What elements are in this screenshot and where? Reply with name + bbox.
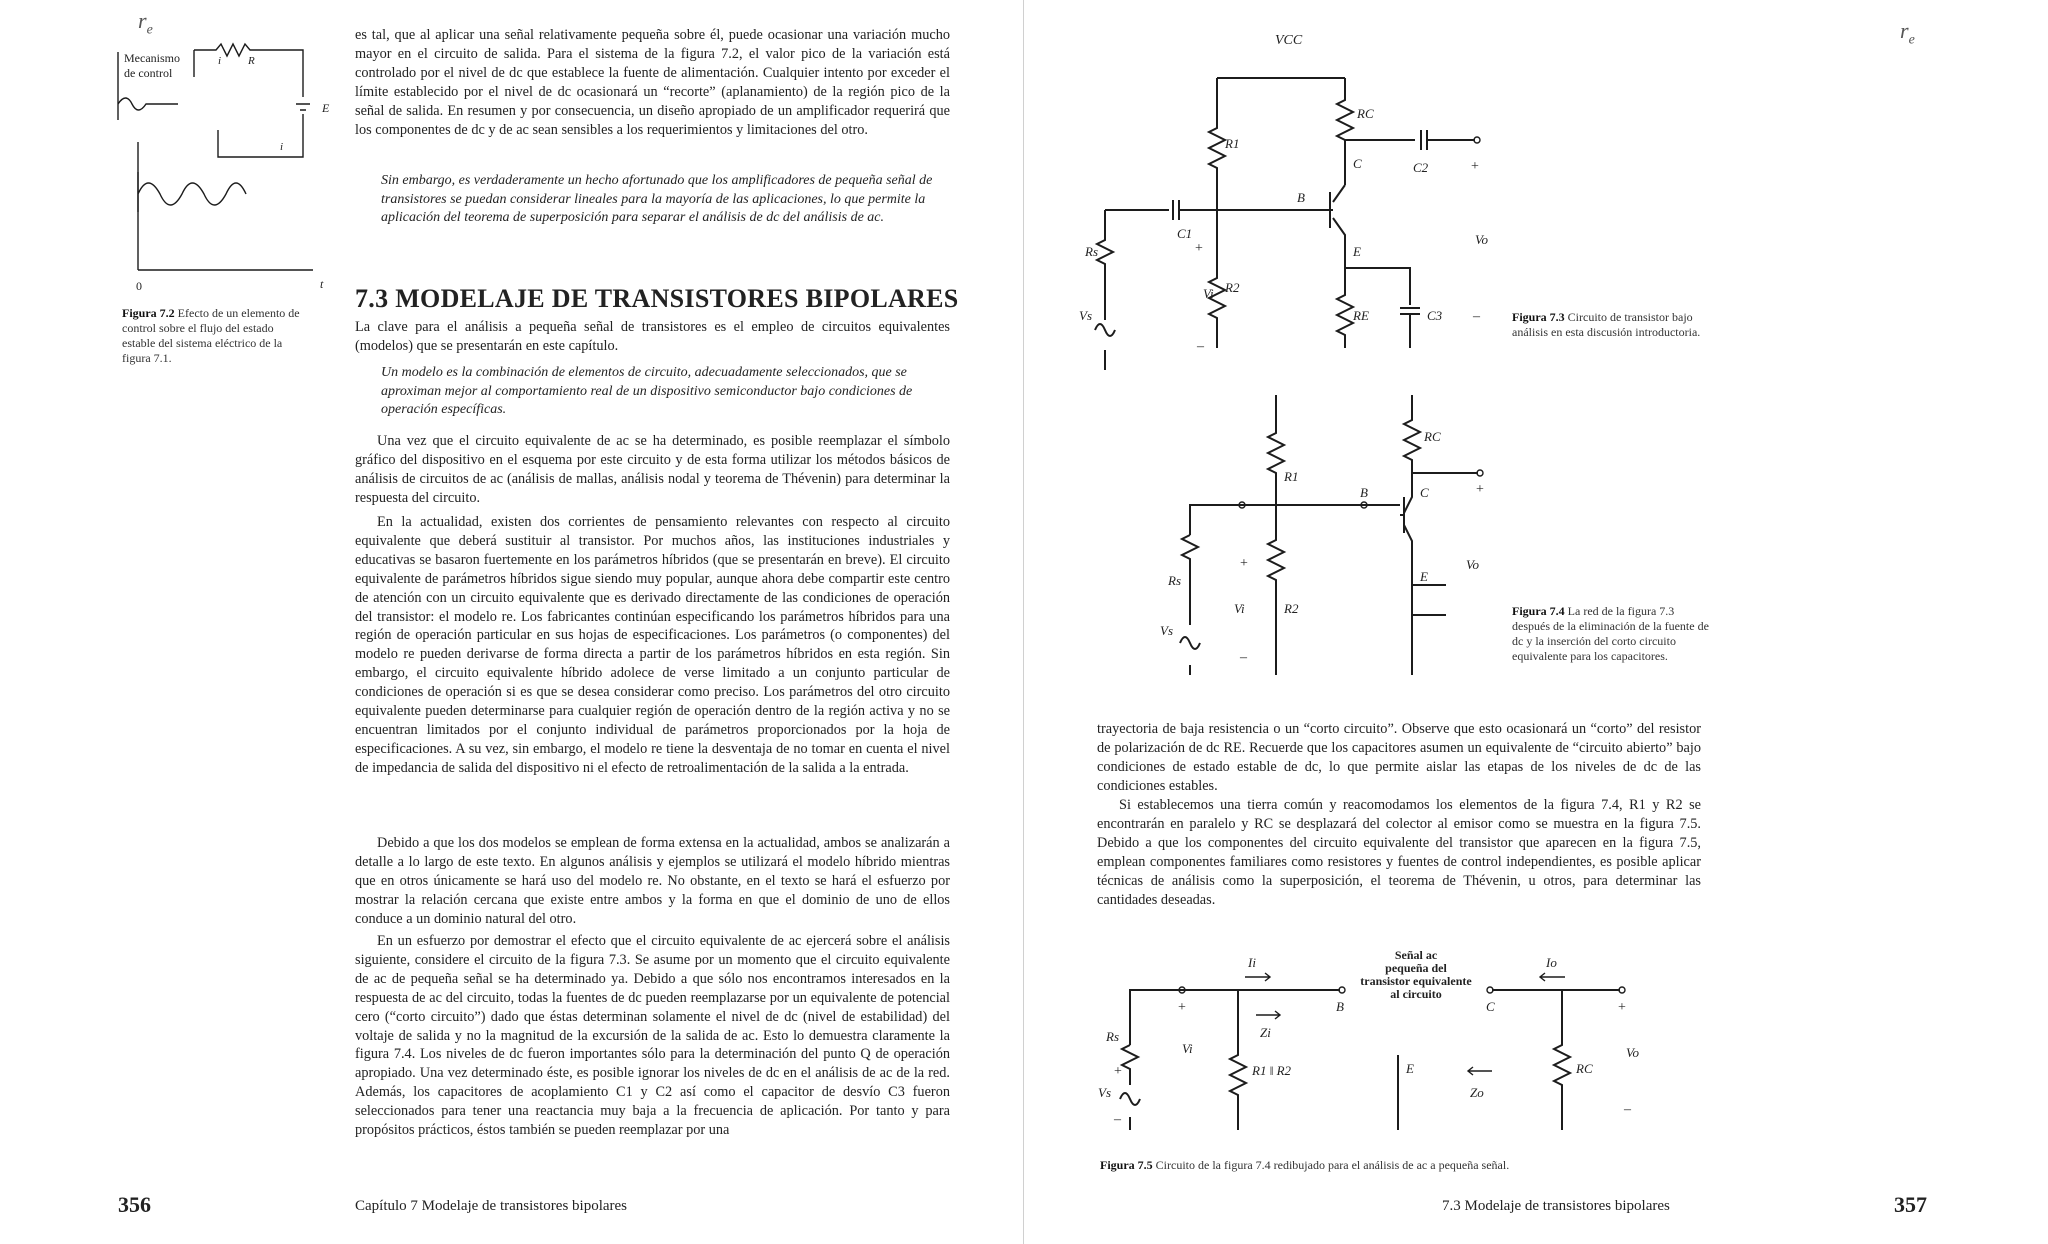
minus-out: – (1473, 309, 1480, 324)
plus-out: + (1471, 159, 1479, 174)
vo-label-74: Vo (1466, 557, 1479, 572)
c1-label: C1 (1177, 226, 1193, 241)
vi-label-75: Vi (1182, 1041, 1193, 1056)
vcc-label: VCC (1275, 33, 1303, 48)
plus-out-74: + (1476, 482, 1484, 497)
section-intro: La clave para el análisis a pequeña señal de transistores es el empleo de circuitos equivalentes (modelos) que se presentarán en este capítulo. (355, 319, 950, 354)
mechanism-label-2: de control (124, 66, 173, 80)
figure-7-3-caption-text: Circuito de transistor bajo análisis en esta discusión introductoria. (1512, 310, 1701, 339)
vs-label-75: Vs (1098, 1085, 1111, 1100)
corner-symbol-right: $r_e$ (1900, 18, 1915, 48)
b-label-75: B (1336, 999, 1344, 1014)
figure-7-5-diagram (1100, 945, 1660, 1145)
plus-in-75: + (1178, 1000, 1186, 1015)
rc-label-74: RC (1424, 429, 1441, 444)
r1-label: R1 (1225, 136, 1240, 151)
figure-7-3-diagram (1079, 30, 1505, 360)
b-label-74: B (1360, 485, 1368, 500)
paragraph-3: Debido a que los dos modelos se emplean de forma extensa en la actualidad, ambos se analizarán a detalle a lo largo de este texto. En algunos análisis y ejemplos se utilizará el modelo híbrido mientras que en otros únicamente se hará uso del modelo re. No obstante, en el texto se hará el esfuerzo por mostrar la relación cercana que existe entre ambos y la forma en que el dominio de uno de ellos conduce a un dominio natural del otro. (355, 835, 950, 927)
c2-label: C2 (1413, 160, 1429, 175)
minus-vs-75: – (1114, 1112, 1121, 1127)
corner-symbol-left: $r_e$ (138, 8, 153, 38)
figure-7-4-caption (1512, 604, 1712, 664)
b-node-label: B (1297, 190, 1305, 205)
vs-label-74: Vs (1160, 623, 1173, 638)
rc-label-75: RC (1576, 1061, 1593, 1076)
box-label-4: al circuito (1390, 987, 1442, 1001)
vo-label: Vo (1475, 232, 1488, 247)
mechanism-label: Mecanismo (124, 51, 180, 65)
t-label: t (320, 277, 324, 291)
r2-label-74: R2 (1284, 601, 1299, 616)
plus-vs-75: + (1114, 1064, 1122, 1079)
zo-label: Zo (1470, 1085, 1484, 1100)
figure-7-2-diagram (108, 32, 348, 302)
paragraph-5: trayectoria de baja resistencia o un “corto circuito”. Observe que esto ocasionará un “corto” del resistor de polarización de dc RE. Recuerde que los capacitores asumen un equivalente de “circuito abierto” bajo condiciones de estado estable de dc, lo que permite aislar las etapas de los niveles de dc de las condiciones estables. (1097, 721, 1701, 794)
r2-label: R2 (1225, 280, 1240, 295)
ii-label: Ii (1248, 955, 1256, 970)
plus-out-75: + (1618, 1000, 1626, 1015)
figure-7-2-caption-text: Efecto de un elemento de control sobre el flujo del estado estable del sistema eléctrico de la figura 7.1. (122, 306, 300, 365)
minus-out-75: – (1624, 1102, 1631, 1117)
page-number-right: 357 (1894, 1192, 1927, 1217)
i-label-bottom: i (280, 141, 284, 153)
c-node-label: C (1353, 156, 1362, 171)
minus-vi: – (1197, 339, 1204, 354)
plus-vi: + (1195, 241, 1203, 256)
vo-label-75: Vo (1626, 1045, 1639, 1060)
c-label-74: C (1420, 485, 1429, 500)
page-number-left: 356 (118, 1192, 151, 1217)
rs-label-74: Rs (1168, 573, 1181, 588)
c3-label: C3 (1427, 308, 1443, 323)
figure-7-2-caption (122, 306, 308, 366)
figure-7-3-caption (1512, 310, 1712, 340)
box-label-1: Señal ac (1394, 948, 1438, 962)
vi-label: Vi (1203, 286, 1214, 301)
figure-7-4-caption-text: La red de la figura 7.3 después de la eliminación de la fuente de dc y la inserción del corto circuito equivalente para los capacitores. (1512, 604, 1709, 663)
e-node-label: E (1353, 244, 1361, 259)
minus-vi-74: – (1240, 650, 1247, 665)
vi-label-74: Vi (1234, 601, 1245, 616)
rs-label-75: Rs (1106, 1029, 1119, 1044)
zero-label: 0 (136, 279, 142, 293)
figure-7-3-caption-title: Figura 7.3 (1512, 310, 1565, 324)
box-label-2: pequeña del (1385, 961, 1447, 975)
c-label-75: C (1486, 999, 1495, 1014)
figure-7-2-caption-title: Figura 7.2 (122, 306, 175, 320)
intro-paragraph: es tal, que al aplicar una señal relativamente pequeña sobre él, puede ocasionar una variación mucho mayor en el circuito de salida. Para el sistema de la figura 7.2, el valor pico de la variación está controlado por el nivel de dc que establece la fuente de alimentación. Cualquier intento por exceder el límite establecido por el nivel de dc ocasionará un “recorte” (aplanamiento) de la región pico de la señal de salida. En resumen y por consecuencia, un diseño apropiado de un amplificador requerirá que los componentes de dc y de ac sean sensibles a los requerimientos y limitaciones del otro. (355, 27, 950, 138)
italic-note-2: Un modelo es la combinación de elementos de circuito, adecuadamente seleccionados, que se aproximan mejor al comportamiento real de un dispositivo semiconductor bajo condiciones de operación específicas. (381, 365, 913, 417)
r1r2-label: R1 ‖ R2 (1252, 1063, 1292, 1078)
paragraph-2: En la actualidad, existen dos corrientes de pensamiento relevantes con respecto al circuito equivalente que deberá sustituir al transistor. Por muchos años, las instituciones industriales y educativas se basaron fuertemente en los parámetros híbridos (que se presentarán en breve). El circuito equivalente de parámetros híbridos sigue siendo muy popular, aunque ahora debe compartir este centro de atención con un circuito equivalente que es derivado directamente de las condiciones de operación del transistor: el modelo re. Los fabricantes continúan especificando los parámetros híbridos para una región de operación particular en sus hojas de especificaciones. Los parámetros (o componentes) del modelo re pueden derivarse de forma directa a partir de los parámetros híbridos en esta región. Sin embargo, el circuito equivalente híbrido adolece de verse limitado a un conjunto particular de condiciones de operación si es que se desea considerar como preciso. Los parámetros del otro circuito equivalente pueden determinarse para cualquier región de operación dentro de la región activa y no se encuentran limitados por el conjunto individual de parámetros proporcionados por la hoja de especificaciones. A su vez, sin embargo, el modelo re tiene la desventaja de no tomar en cuenta el nivel de impedancia de salida del dispositivo ni el efecto de retroalimentación de la salida a la entrada. (355, 514, 950, 776)
e-label-75: E (1406, 1061, 1414, 1076)
rc-label: RC (1357, 106, 1374, 121)
r1-label-74: R1 (1284, 469, 1299, 484)
figure-7-5-caption-title: Figura 7.5 (1100, 1158, 1153, 1172)
io-label: Io (1546, 955, 1557, 970)
paragraph-4: En un esfuerzo por demostrar el efecto que el circuito equivalente de ac ejercerá sobre el análisis siguiente, considere el circuito de la figura 7.3. Se asume por un momento que el circuito equivalente de ac de pequeña señal se ha determinado ya. Debido a que sólo nos encontramos interesados en la respuesta de ac del circuito, todas la fuentes de dc pueden reemplazarse por un equivalente de potencial cero (“corto circuito”) dado que éstas determinan solamente el nivel de dc (nivel de estabilidad) del voltaje de salida y no la magnitud de la excursión de la salida de ac. Esto lo demuestra claramente la figura 7.4. Los niveles de dc fueron importantes sólo para la determinación del punto Q de operación apropiado. Una vez determinado éste, es posible ignorar los niveles de dc en el análisis de ac de la red. Además, los capacitores de acoplamiento C1 y C2 así como el capacitor de desvío C3 fueron seleccionados para tener una reactancia muy baja a la frecuencia de aplicación. Por tanto y para propósitos prácticos, éstos también se pueden reemplazar por una (355, 933, 950, 1139)
footer-right: 7.3 Modelaje de transistores bipolares (1442, 1198, 1670, 1214)
re-label: RE (1353, 308, 1369, 323)
section-title: 7.3 MODELAJE DE TRANSISTORES BIPOLARES (355, 284, 959, 313)
r-label: R (248, 55, 255, 67)
zi-label: Zi (1260, 1025, 1271, 1040)
rs-label: Rs (1085, 244, 1098, 259)
figure-7-5-caption-text: Circuito de la figura 7.4 redibujado para el análisis de ac a pequeña señal. (1155, 1158, 1510, 1172)
figure-7-4-caption-title: Figura 7.4 (1512, 604, 1565, 618)
figure-7-5-caption (1100, 1158, 1700, 1173)
e-label-74: E (1420, 569, 1428, 584)
i-label-top: i (218, 55, 222, 67)
footer-left: Capítulo 7 Modelaje de transistores bipolares (355, 1198, 628, 1214)
paragraph-6: Si establecemos una tierra común y reacomodamos los elementos de la figura 7.4, R1 y R2 se encontrarán en paralelo y RC se desplazará del colector al emisor como se muestra en la figura 7.5. Debido a que los componentes del circuito equivalente del transistor que aparecen en la figura 7.5, emplean componentes familiares como resistores y fuentes de control independientes, es posible aplicar técnicas de análisis como la superposición, el teorema de Thévenin, u otros, para determinar las cantidades deseadas. (1097, 797, 1701, 908)
italic-note-1: Sin embargo, es verdaderamente un hecho afortunado que los amplificadores de pequeña señal de transistores se puedan considerar lineales para la mayoría de las aplicaciones, lo que permite la aplicación del teorema de superposición para separar el análisis de dc del análisis de ac. (381, 173, 933, 225)
vs-label: Vs (1079, 308, 1092, 323)
paragraph-1: Una vez que el circuito equivalente de ac se ha determinado, es posible reemplazar el símbolo gráfico del dispositivo en el esquema por este circuito y de esta forma utilizar los métodos básicos de análisis de circuitos de ac (análisis de mallas, análisis nodal y teorema de Thévenin) para determinar la respuesta del circuito. (355, 433, 950, 506)
page-divider (1023, 0, 1024, 1244)
box-label-3: transistor equivalente (1360, 974, 1472, 988)
figure-7-4-diagram (1160, 385, 1520, 685)
plus-vi-74: + (1240, 556, 1248, 571)
e-label: E (322, 101, 330, 115)
